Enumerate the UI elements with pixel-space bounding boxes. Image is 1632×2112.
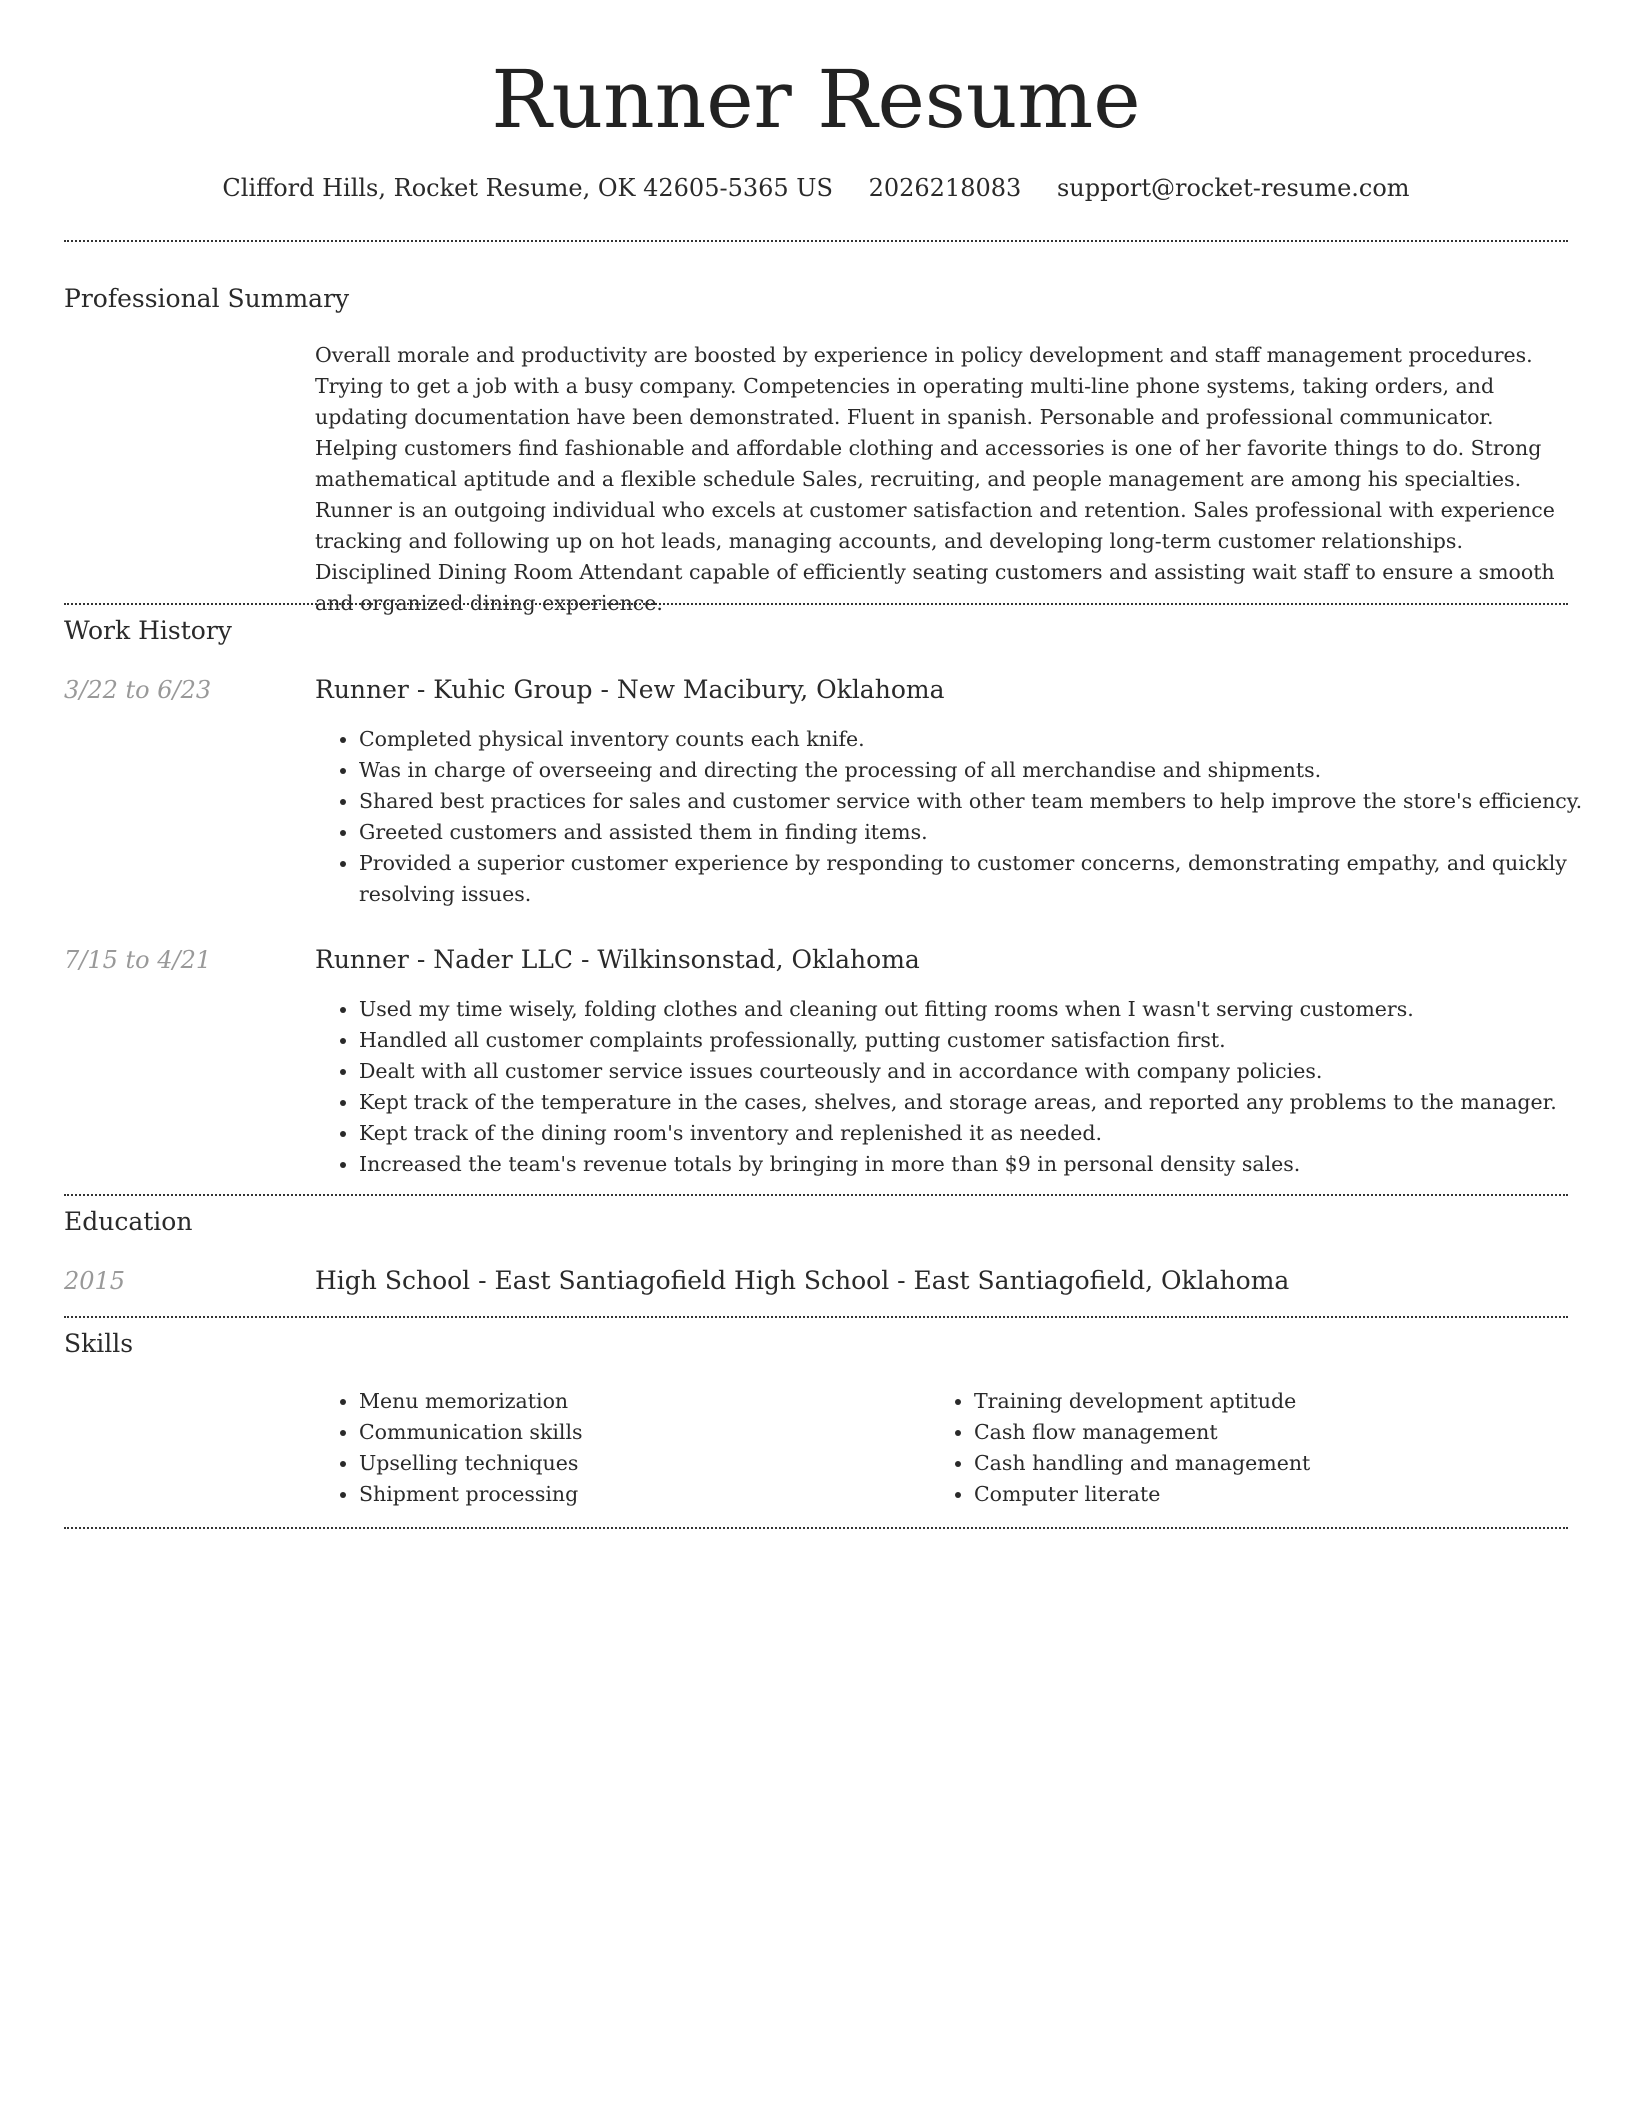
divider bbox=[64, 1527, 1568, 1529]
contact-line bbox=[64, 172, 1568, 204]
job-title: Runner - Nader LLC - Wilkinsonstad, Oklahoma bbox=[315, 945, 920, 974]
list-item: • Computer literate bbox=[974, 1479, 1534, 1510]
job-bullets bbox=[315, 724, 1612, 910]
list-item: • Greeted customers and assisted them in finding items. bbox=[359, 817, 1612, 848]
education-year: 2015 bbox=[64, 1267, 126, 1295]
list-item: • Communication skills bbox=[359, 1417, 919, 1448]
education-title: High School - East Santiagofield High School - East Santiagofield, Oklahoma bbox=[315, 1266, 1290, 1295]
skills-list-right bbox=[930, 1386, 1534, 1510]
divider bbox=[64, 240, 1568, 242]
list-item: • Upselling techniques bbox=[359, 1448, 919, 1479]
list-item: • Menu memorization bbox=[359, 1386, 919, 1417]
summary-text: Overall morale and productivity are boosted by experience in policy development and staff management procedures. Trying to get a job with a busy company. Competencies in operating multi-line phone systems, taking orders, and updating documentation have been demonstrated. Fluent in spanish. Personable and professional communicator. Helping customers find fashionable and affordable clothing and accessories is one of her favorite things to do. Strong mathematical aptitude and a flexible schedule Sales, recruiting, and people management are among his specialties. Runner is an outgoing individual who excels at customer satisfaction and retention. Sales professional with experience tracking and following up on hot leads, managing accounts, and developing long-term customer relationships. Disciplined Dining Room Attendant capable of efficiently seating customers and assisting wait staff to ensure a smooth and organized dining experience. bbox=[315, 343, 1555, 615]
skills-list-left bbox=[315, 1386, 919, 1510]
job-dates: 3/22 to 6/23 bbox=[64, 676, 212, 704]
job-title: Runner - Kuhic Group - New Macibury, Oklahoma bbox=[315, 675, 945, 704]
list-item: • Increased the team's revenue totals by bringing in more than $9 in personal density sales. bbox=[359, 1149, 1612, 1180]
job-bullets bbox=[315, 994, 1612, 1180]
contact-phone: 2026218083 bbox=[868, 174, 1022, 202]
list-item: • Used my time wisely, folding clothes and cleaning out fitting rooms when I wasn't serving customers. bbox=[359, 994, 1612, 1025]
list-item: • Shipment processing bbox=[359, 1479, 919, 1510]
list-item: • Dealt with all customer service issues courteously and in accordance with company policies. bbox=[359, 1056, 1612, 1087]
section-title-education: Education bbox=[64, 1207, 193, 1236]
section-title-skills: Skills bbox=[64, 1329, 134, 1358]
list-item: • Kept track of the temperature in the cases, shelves, and storage areas, and reported any problems to the manager. bbox=[359, 1087, 1612, 1118]
resume-title: Runner Resume bbox=[491, 53, 1141, 146]
list-item: • Cash flow management bbox=[974, 1417, 1534, 1448]
contact-address: Clifford Hills, Rocket Resume, OK 42605-5365 US bbox=[222, 174, 833, 202]
list-item: • Provided a superior customer experience by responding to customer concerns, demonstrating empathy, and quickly resolving issues. bbox=[359, 848, 1612, 910]
divider bbox=[64, 603, 1568, 605]
divider bbox=[64, 1316, 1568, 1318]
list-item: • Training development aptitude bbox=[974, 1386, 1534, 1417]
list-item: • Shared best practices for sales and customer service with other team members to help improve the store's efficiency. bbox=[359, 786, 1612, 817]
job-dates: 7/15 to 4/21 bbox=[64, 946, 212, 974]
list-item: • Kept track of the dining room's inventory and replenished it as needed. bbox=[359, 1118, 1612, 1149]
section-title-work-history: Work History bbox=[64, 616, 232, 645]
contact-email: support@rocket-resume.com bbox=[1056, 174, 1410, 202]
list-item: • Completed physical inventory counts each knife. bbox=[359, 724, 1612, 755]
divider bbox=[64, 1194, 1568, 1196]
list-item: • Was in charge of overseeing and directing the processing of all merchandise and shipments. bbox=[359, 755, 1612, 786]
section-title-summary: Professional Summary bbox=[64, 284, 350, 313]
list-item: • Cash handling and management bbox=[974, 1448, 1534, 1479]
list-item: • Handled all customer complaints professionally, putting customer satisfaction first. bbox=[359, 1025, 1612, 1056]
